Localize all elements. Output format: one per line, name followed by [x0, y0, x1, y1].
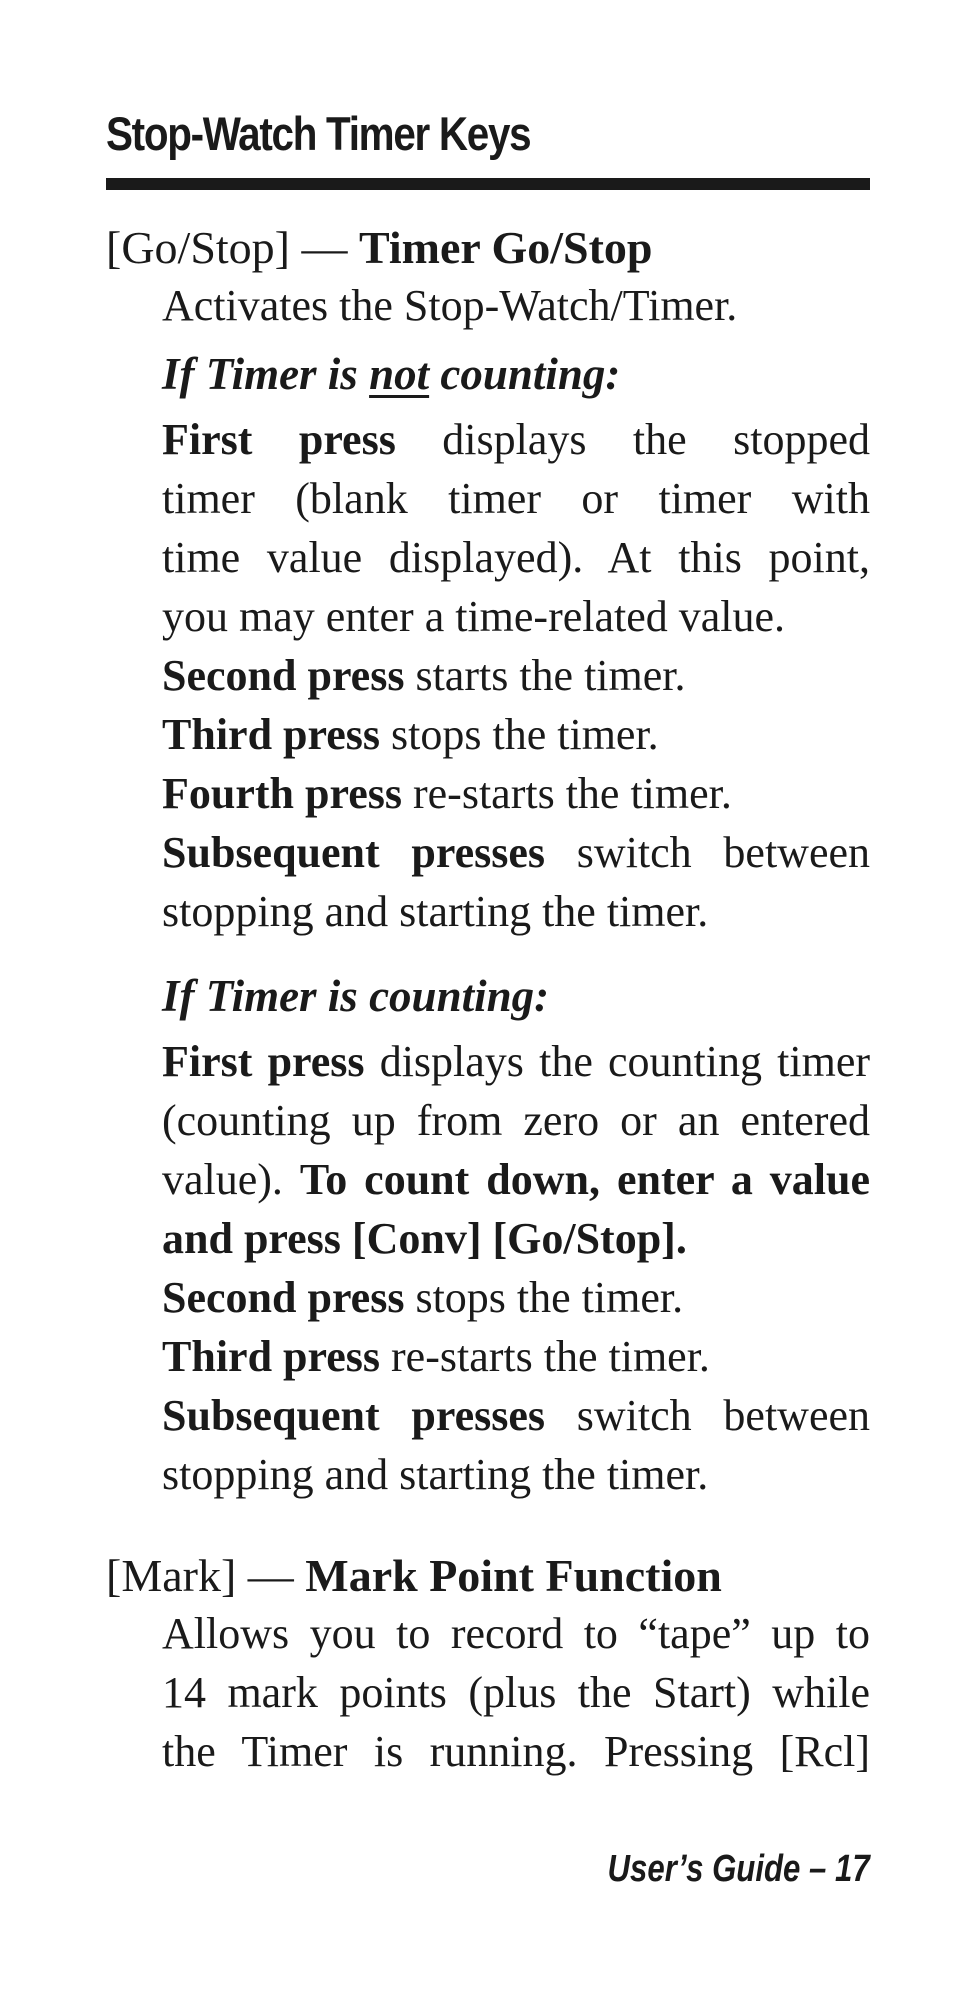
mark-line-1: Allows you to record to “tape” up to [162, 1609, 870, 1658]
page-footer: User’s Guide – 17 [607, 1848, 870, 1890]
counting-subsequent-line-1: Subsequent presses switch between [162, 1391, 871, 1440]
manual-page [106, 0, 870, 2009]
mark-line-3: the Timer is running. Pressing [Rcl] [162, 1727, 870, 1776]
counting-countdown-line: and press [Conv] [Go/Stop]. [162, 1214, 687, 1263]
counting-first-line-2: (counting up from zero or an entered [162, 1096, 870, 1145]
counting-third-press: Third press re-starts the timer. [162, 1332, 710, 1381]
not-counting-first-line-2: timer (blank timer or timer with [162, 474, 870, 523]
section-title: Stop-Watch Timer Keys [106, 107, 531, 160]
not-counting-first-line-3: time value displayed). At this point, [162, 533, 870, 582]
not-counting-second-press: Second press starts the timer. [162, 651, 686, 700]
not-counting-first-line-4: you may enter a time-related value. [162, 592, 786, 641]
counting-subhead: If Timer is counting: [162, 971, 550, 1021]
counting-second-press: Second press stops the timer. [162, 1273, 684, 1322]
not-counting-subsequent-line-1: Subsequent presses switch between [162, 828, 871, 877]
title-divider [106, 178, 870, 190]
not-counting-third-press: Third press stops the timer. [162, 710, 659, 759]
mark-heading [106, 1547, 722, 1605]
go-stop-name: Timer Go/Stop [359, 222, 653, 273]
not-counting-fourth-press: Fourth press re-starts the timer. [162, 769, 732, 818]
go-stop-intro: Activates the Stop-Watch/Timer. [162, 281, 738, 330]
go-stop-body [162, 276, 870, 1504]
counting-first-line-3: value). To count down, enter a value [162, 1155, 870, 1204]
go-stop-heading [106, 219, 653, 277]
counting-first-line-1: First press displays the counting timer [162, 1037, 870, 1086]
mark-line-2: 14 mark points (plus the Start) while [162, 1668, 870, 1717]
not-counting-subhead: If Timer is not counting: [162, 349, 621, 399]
go-stop-key: [Go/Stop] — [106, 222, 359, 273]
mark-body [162, 1604, 870, 1781]
counting-subsequent-line-2: stopping and starting the timer. [162, 1450, 709, 1499]
not-counting-first-line-1: First press displays the stopped [162, 415, 870, 464]
mark-name: Mark Point Function [305, 1550, 722, 1601]
not-counting-subsequent-line-2: stopping and starting the timer. [162, 887, 709, 936]
mark-key: [Mark] — [106, 1550, 306, 1601]
